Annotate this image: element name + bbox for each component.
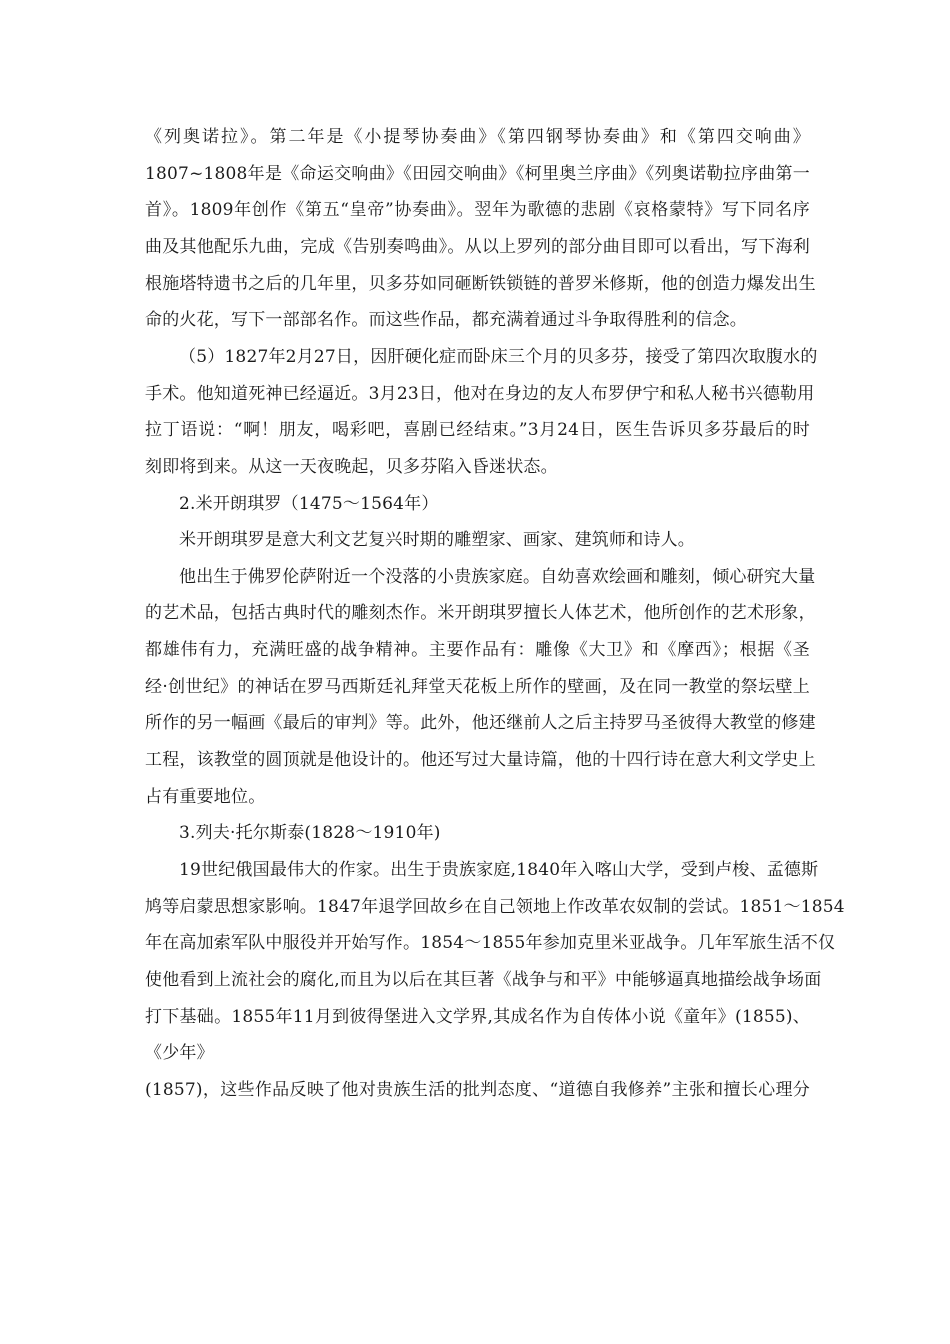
text-line: 命的火花，写下一部部名作。而这些作品，都充满着通过斗争取得胜利的信念。 [145,310,747,330]
text-line: 19世纪俄国最伟大的作家。出生于贵族家庭,1840年入喀山大学，受到卢梭、孟德斯 [179,860,819,880]
text-line: 1807~1808年是《命运交响曲》《田园交响曲》《柯里奥兰序曲》《列奥诺勒拉序曲第一 [145,164,810,184]
text-line: 根施塔特遗书之后的几年里，贝多芬如同砸断铁锁链的普罗米修斯，他的创造力爆发出生 [145,274,816,294]
text-line: 使他看到上流社会的腐化,而且为以后在其巨著《战争与和平》中能够逼真地描绘战争场面 [145,970,822,990]
text-line: 《列奥诺拉》。第二年是《小提琴协奏曲》《第四钢琴协奏曲》和《第四交响曲》 [145,127,810,147]
text-line: 都雄伟有力，充满旺盛的战争精神。主要作品有：雕像《大卫》和《摩西》；根据《圣 [145,640,810,660]
text-line: 打下基础。1855年11月到彼得堡进入文学界,其成名作为自传体小说《童年》(1855)、 [145,1007,810,1027]
text-line: 刻即将到来。从这一天夜晚起，贝多芬陷入昏迷状态。 [145,457,558,477]
text-line: 所作的另一幅画《最后的审判》等。此外，他还继前人之后主持罗马圣彼得大教堂的修建 [145,713,816,733]
text-line: 占有重要地位。 [145,787,266,807]
text-line: 手术。他知道死神已经逼近。3月23日，他对在身边的友人布罗伊宁和私人秘书兴德勒用 [145,384,815,404]
text-line: (1857)，这些作品反映了他对贵族生活的批判态度、“道德自我修养”主张和擅长心理分 [145,1080,810,1100]
text-line: 曲及其他配乐九曲，完成《告别奏鸣曲》。从以上罗列的部分曲目即可以看出，写下海利 [145,237,810,257]
text-line: 3.列夫·托尔斯泰(1828～1910年) [179,823,441,843]
text-line: 2.米开朗琪罗（1475～1564年） [179,494,439,514]
text-line: 《少年》 [145,1043,214,1063]
text-line: 的艺术品，包括古典时代的雕刻杰作。米开朗琪罗擅长人体艺术，他所创作的艺术形象， [145,603,816,623]
text-line: 年在高加索军队中服役并开始写作。1854～1855年参加克里米亚战争。几年军旅生活不仅 [145,933,836,953]
text-line: 鸠等启蒙思想家影响。1847年退学回故乡在自己领地上作改革农奴制的尝试。1851～1854 [145,897,845,917]
text-line: 经·创世纪》的神话在罗马西斯廷礼拜堂天花板上所作的壁画，及在同一教堂的祭坛壁上 [145,677,810,697]
text-line: 米开朗琪罗是意大利文艺复兴时期的雕塑家、画家、建筑师和诗人。 [179,530,695,550]
text-line: （5）1827年2月27日，因肝硬化症而卧床三个月的贝多芬，接受了第四次取腹水的 [179,347,818,367]
text-line: 首》。1809年创作《第五“皇帝”协奏曲》。翌年为歌德的悲剧《哀格蒙特》写下同名序 [145,200,810,220]
text-line: 工程，该教堂的圆顶就是他设计的。他还写过大量诗篇，他的十四行诗在意大利文学史上 [145,750,816,770]
text-line: 拉丁语说：“啊！朋友，喝彩吧，喜剧已经结束。”3月24日，医生告诉贝多芬最后的时 [145,420,810,440]
text-line: 他出生于佛罗伦萨附近一个没落的小贵族家庭。自幼喜欢绘画和雕刻，倾心研究大量 [179,567,816,587]
